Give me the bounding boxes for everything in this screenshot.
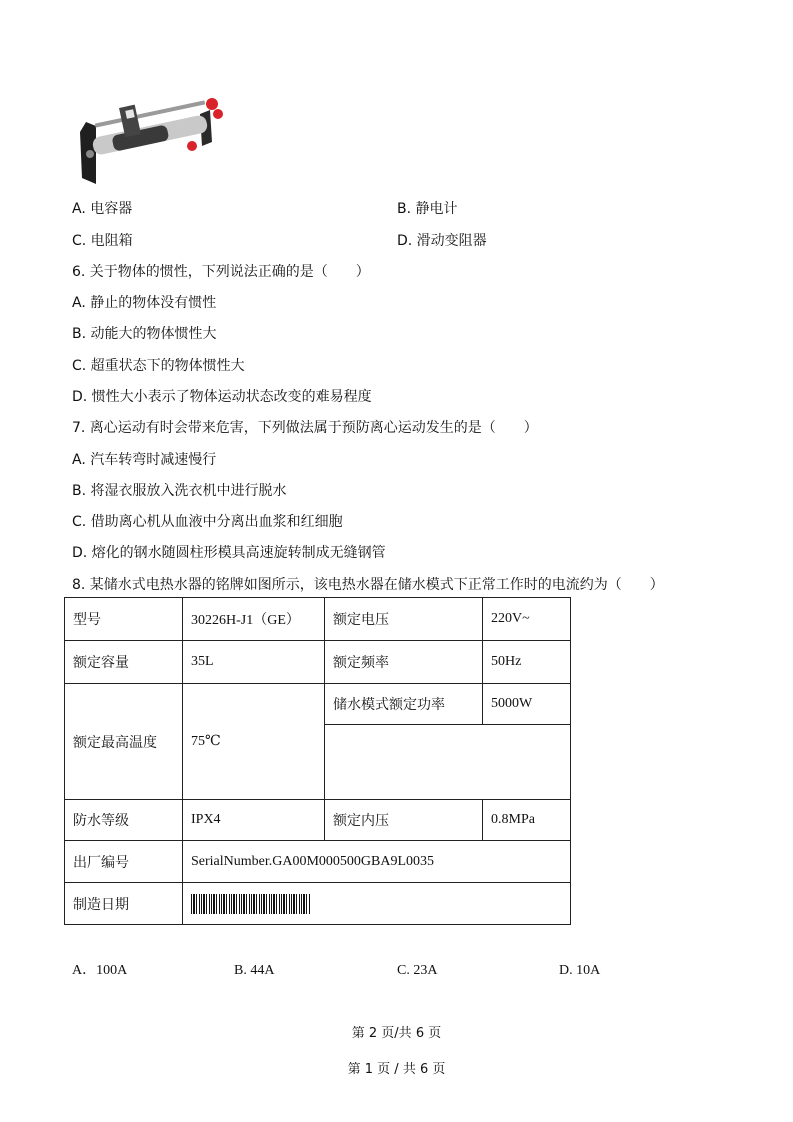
sliding-rheostat-image (72, 92, 230, 188)
nameplate-table (64, 597, 571, 925)
q6-stem: 6. 关于物体的惯性，下列说法正确的是（ ） (72, 264, 370, 280)
q7-option-d: D. 熔化的钢水随圆柱形模具高速旋转制成无缝钢管 (72, 545, 386, 561)
barcode-icon (191, 894, 311, 914)
q6-option-a: A. 静止的物体没有惯性 (72, 295, 217, 311)
serial-label: 出厂编号 (65, 841, 183, 883)
model-label: 型号 (65, 598, 183, 641)
q8-option-c: C. 23A (397, 963, 438, 978)
q8-option-a: A．100A (72, 963, 128, 978)
q7-option-a: A. 汽车转弯时减速慢行 (72, 452, 217, 468)
frequency-label: 额定频率 (325, 641, 483, 684)
frequency-value: 50Hz (483, 641, 571, 684)
empty-cell (325, 725, 571, 800)
q7-option-c: C. 借助离心机从血液中分离出血浆和红细胞 (72, 514, 343, 530)
q5-option-a: A. 电容器 (72, 201, 133, 217)
q6-option-c: C. 超重状态下的物体惯性大 (72, 358, 245, 374)
power-value: 5000W (483, 684, 571, 725)
q8-stem: 8. 某储水式电热水器的铭牌如图所示，该电热水器在储水模式下正常工作时的电流约为（ ） (72, 577, 664, 593)
date-label: 制造日期 (65, 883, 183, 925)
q5-option-c: C. 电阻箱 (72, 233, 133, 249)
power-label: 储水模式额定功率 (325, 684, 483, 725)
q8-option-b: B. 44A (234, 963, 275, 978)
capacity-value: 35L (183, 641, 325, 684)
page-number-inner: 第 2 页/共 6 页 (351, 1026, 442, 1041)
q6-option-b: B. 动能大的物体惯性大 (72, 326, 217, 342)
max-temp-label: 额定最高温度 (65, 684, 183, 800)
voltage-value: 220V~ (483, 598, 571, 641)
model-value: 30226H-J1（GE） (183, 598, 325, 641)
q5-option-d: D. 滑动变阻器 (397, 233, 487, 249)
pressure-value: 0.8MPa (483, 800, 571, 841)
q7-option-b: B. 将湿衣服放入洗衣机中进行脱水 (72, 483, 287, 499)
q7-stem: 7. 离心运动有时会带来危害，下列做法属于预防离心运动发生的是（ ） (72, 420, 538, 436)
q5-option-b: B. 静电计 (397, 201, 458, 217)
capacity-label: 额定容量 (65, 641, 183, 684)
waterproof-label: 防水等级 (65, 800, 183, 841)
barcode-cell (183, 883, 571, 925)
voltage-label: 额定电压 (325, 598, 483, 641)
page-number-outer: 第 1 页 / 共 6 页 (347, 1062, 446, 1077)
q6-option-d: D. 惯性大小表示了物体运动状态改变的难易程度 (72, 389, 372, 405)
max-temp-value: 75℃ (183, 684, 325, 800)
serial-value: SerialNumber.GA00M000500GBA9L0035 (183, 841, 571, 883)
q8-option-d: D. 10A (559, 963, 601, 978)
waterproof-value: IPX4 (183, 800, 325, 841)
pressure-label: 额定内压 (325, 800, 483, 841)
